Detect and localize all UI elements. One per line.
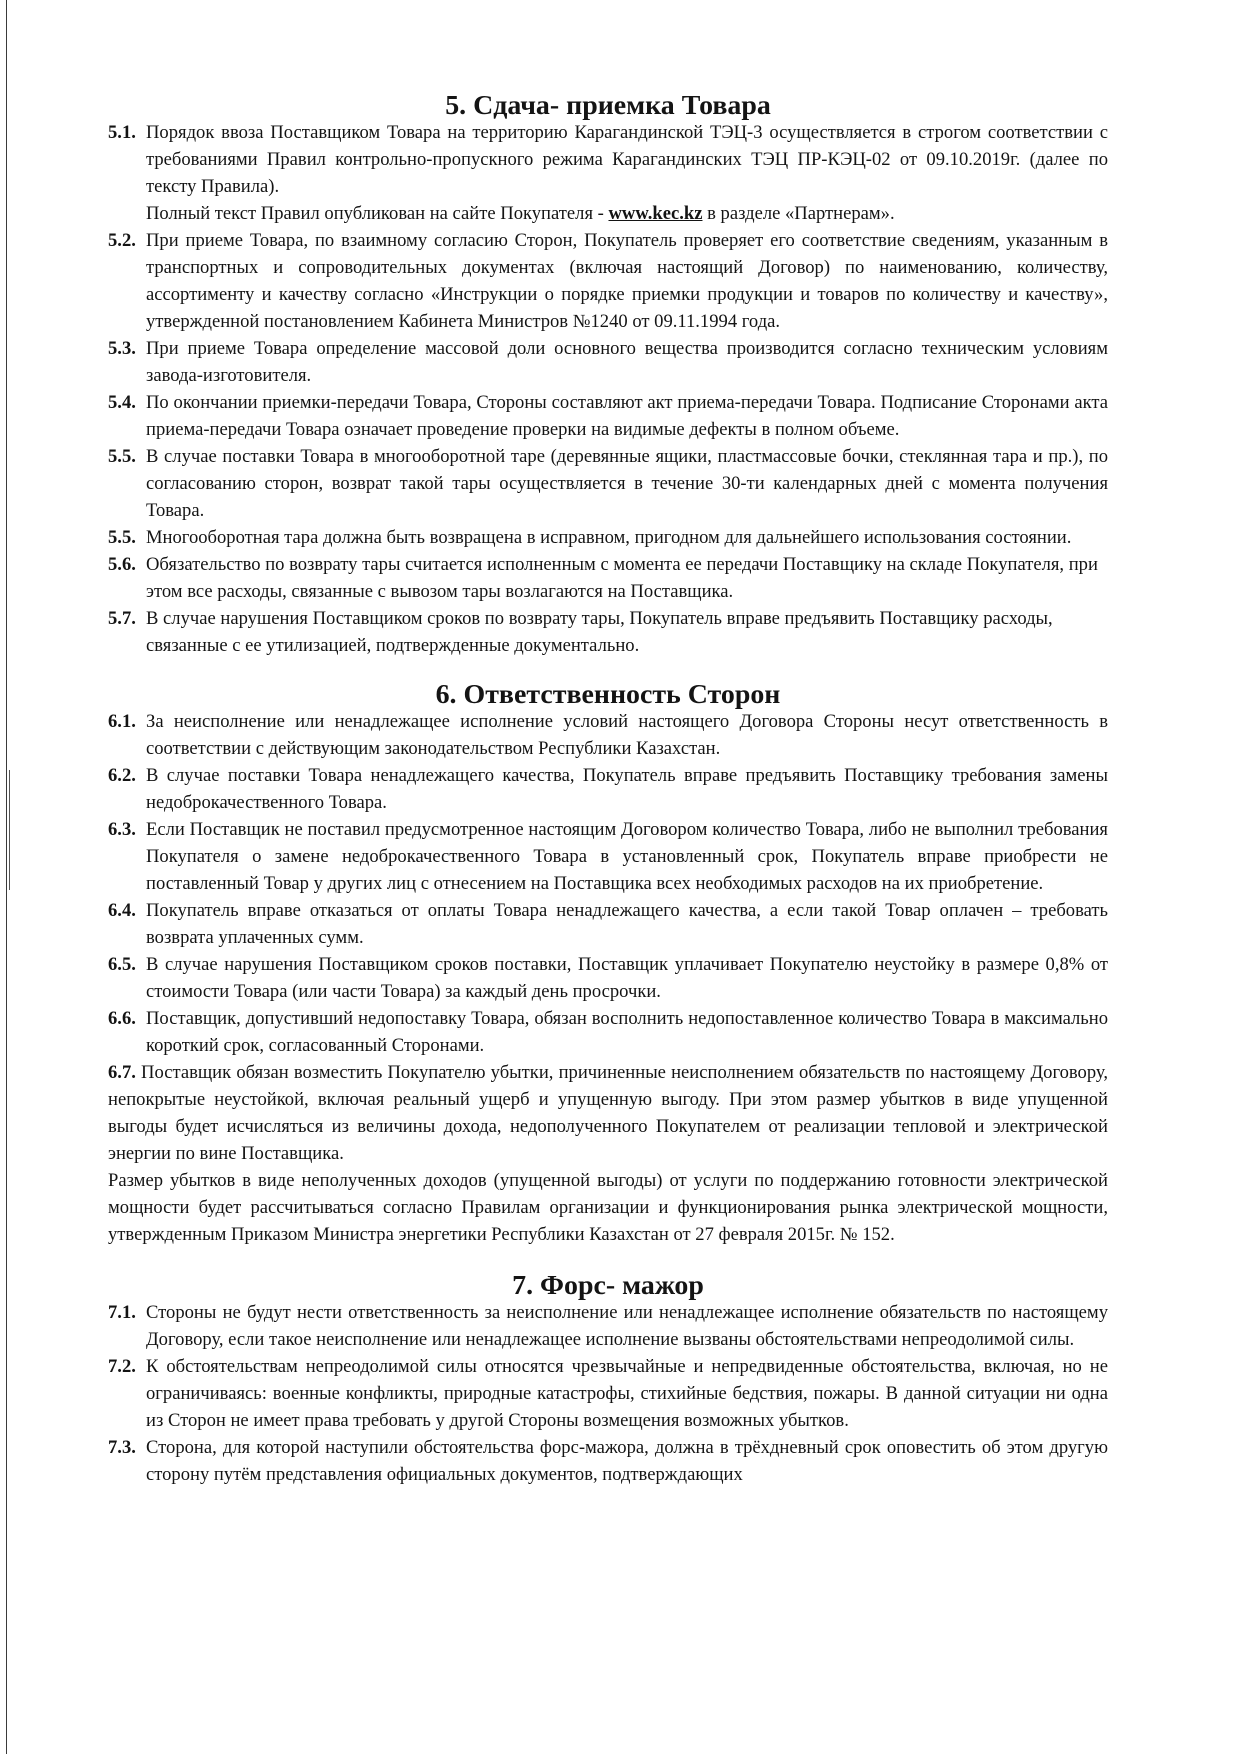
clause-6-3 bbox=[108, 816, 1108, 897]
clause-number: 5.4. bbox=[108, 392, 136, 413]
scan-edge-line bbox=[6, 0, 7, 1754]
clause-number: 7.2. bbox=[108, 1356, 136, 1377]
clause-text: Сторона, для которой наступили обстоятельства форс-мажора, должна в трёхдневный срок оповестить об этом другую сторону путём представления официальных документов, подтверждающих bbox=[146, 1437, 1108, 1485]
clause-text: В случае поставки Товара в многооборотной таре (деревянные ящики, пластмассовые бочки, стеклянная тара и пр.), по согласованию сторон, возврат такой тары осуществляется в течение 30-ти календарных дней с момента получения Товара. bbox=[146, 446, 1108, 521]
clause-text: При приеме Товара определение массовой доли основного вещества производится согласно техническим условиям завода-изготовителя. bbox=[146, 338, 1108, 386]
clause-7-2 bbox=[108, 1353, 1108, 1434]
clause-6-1 bbox=[108, 708, 1108, 762]
website-text-after: в разделе «Партнерам». bbox=[702, 203, 895, 224]
clause-number: 6.4. bbox=[108, 900, 136, 921]
clause-number: 7.1. bbox=[108, 1302, 136, 1323]
clause-5-5 bbox=[108, 443, 1108, 524]
clause-5-1 bbox=[108, 119, 1108, 227]
clause-text: Многооборотная тара должна быть возвращена в исправном, пригодном для дальнейшего использования состоянии. bbox=[146, 527, 1072, 548]
clause-text: Обязательство по возврату тары считается исполненным с момента ее передачи Поставщику на складе Покупателя, при этом все расходы, связанные с вывозом тары возлагаются на Поставщика. bbox=[146, 554, 1098, 602]
clause-number: 5.5. bbox=[108, 446, 136, 467]
clause-text: За неисполнение или ненадлежащее исполнение условий настоящего Договора Стороны несут ответственность в соответствии с действующим законодательством Республики Казахстан. bbox=[146, 711, 1108, 759]
clause-5-6 bbox=[108, 551, 1108, 605]
website-link[interactable]: www.kec.kz bbox=[608, 203, 703, 224]
clause-number: 7.3. bbox=[108, 1437, 136, 1458]
section-5-heading: 5. Сдача- приемка Товара bbox=[445, 90, 771, 121]
clause-6-5 bbox=[108, 951, 1108, 1005]
clause-number: 5.5. bbox=[108, 527, 136, 548]
clause-text: Стороны не будут нести ответственность за неисполнение или ненадлежащее исполнение обязательств по настоящему Договору, если такое неисполнение или ненадлежащее исполнение вызваны обстоятельствами непреодолимой силы. bbox=[146, 1302, 1108, 1350]
clause-5-5-tare bbox=[108, 524, 1108, 551]
clause-number: 5.7. bbox=[108, 608, 136, 629]
clause-6-4 bbox=[108, 897, 1108, 951]
clause-text: В случае нарушения Поставщиком сроков поставки, Поставщик уплачивает Покупателю неустойку в размере 0,8% от стоимости Товара (или части Товара) за каждый день просрочки. bbox=[146, 954, 1108, 1002]
clause-number: 6.1. bbox=[108, 711, 136, 732]
clause-5-4 bbox=[108, 389, 1108, 443]
clause-body bbox=[146, 119, 1108, 227]
clause-number: 5.6. bbox=[108, 554, 136, 575]
clause-number: 6.3. bbox=[108, 819, 136, 840]
clause-6-7 bbox=[108, 1059, 1108, 1167]
clause-6-7-continued: Размер убытков в виде неполученных доходов (упущенной выгоды) от услуги по поддержанию готовности электрической мощности будет рассчитываться согласно Правилам организации и функционирования рынка электрической мощности, утвержденным Приказом Министра энергетики Республики Казахстан от 27 февраля 2015г. № 152. bbox=[108, 1170, 1108, 1245]
clause-number: 5.3. bbox=[108, 338, 136, 359]
document-page bbox=[108, 92, 1108, 1488]
clause-text: Если Поставщик не поставил предусмотренное настоящим Договором количество Товара, либо не выполнил требования Покупателя о замене недоброкачественного Товара в установленный срок, Покупатель вправе приобрести не поставленный Товар у других лиц с отнесением на Поставщика всех необходимых расходов на их приобретение. bbox=[146, 819, 1108, 894]
clause-number: 5.2. bbox=[108, 230, 136, 251]
clause-6-6 bbox=[108, 1005, 1108, 1059]
clause-number: 6.2. bbox=[108, 765, 136, 786]
clause-7-1 bbox=[108, 1299, 1108, 1353]
clause-5-7 bbox=[108, 605, 1108, 659]
clause-text: Поставщик обязан возместить Покупателю убытки, причиненные неисполнением обязательств по настоящему Договору, непокрытые неустойкой, включая реальный ущерб и упущенную выгоду. При этом размер убытков в виде упущенной выгоды будет исчисляться из величины дохода, недополученного Покупателем от реализации тепловой и электрической энергии по вине Поставщика. bbox=[108, 1062, 1108, 1164]
clause-text: К обстоятельствам непреодолимой силы относятся чрезвычайные и непредвиденные обстоятельства, включая, но не ограничиваясь: военные конфликты, природные катастрофы, стихийные бедствия, пожары. В данной ситуации ни одна из Сторон не имеет права требовать у другой Стороны возмещения возможных убытков. bbox=[146, 1356, 1108, 1431]
clause-5-2 bbox=[108, 227, 1108, 335]
clause-6-2 bbox=[108, 762, 1108, 816]
clause-number: 6.6. bbox=[108, 1008, 136, 1029]
clause-number: 5.1. bbox=[108, 122, 136, 143]
clause-text: Поставщик, допустивший недопоставку Товара, обязан восполнить недопоставленное количество Товара в максимально короткий срок, согласованный Сторонами. bbox=[146, 1008, 1108, 1056]
scan-edge-mark bbox=[9, 770, 10, 890]
clause-text: В случае нарушения Поставщиком сроков по возврату тары, Покупатель вправе предъявить Поставщику расходы, связанные с ее утилизацией, подтвержденные документально. bbox=[146, 608, 1053, 656]
section-6-heading: 6. Ответственность Сторон bbox=[435, 679, 781, 710]
clause-text: Покупатель вправе отказаться от оплаты Товара ненадлежащего качества, а если такой Товар оплачен – требовать возврата уплаченных сумм. bbox=[146, 900, 1108, 948]
section-7-heading: 7. Форс- мажор bbox=[512, 1270, 704, 1301]
clause-text: Порядок ввоза Поставщиком Товара на территорию Карагандинской ТЭЦ-3 осуществляется в строгом соответствии с требованиями Правил контрольно-пропускного режима Карагандинских ТЭЦ ПР-КЭЦ-02 от 09.10.2019г. (далее по тексту Правила). bbox=[146, 122, 1108, 197]
clause-number: 6.7. bbox=[108, 1062, 136, 1083]
clause-5-3 bbox=[108, 335, 1108, 389]
clause-text-website bbox=[146, 200, 1108, 227]
clause-text: При приеме Товара, по взаимному согласию Сторон, Покупатель проверяет его соответствие сведениям, указанным в транспортных и сопроводительных документах (включая настоящий Договор) по наименованию, количеству, ассортименту и качеству согласно «Инструкции о порядке приемки продукции и товаров по количеству и качеству», утвержденной постановлением Кабинета Министров №1240 от 09.11.1994 года. bbox=[146, 230, 1108, 332]
clause-number: 6.5. bbox=[108, 954, 136, 975]
clause-text: В случае поставки Товара ненадлежащего качества, Покупатель вправе предъявить Поставщику требования замены недоброкачественного Товара. bbox=[146, 765, 1108, 813]
website-text-before: Полный текст Правил опубликован на сайте Покупателя - bbox=[146, 203, 609, 224]
clause-text: По окончании приемки-передачи Товара, Стороны составляют акт приема-передачи Товара. Подписание Сторонами акта приема-передачи Товара означает проведение проверки на видимые дефекты в полном объеме. bbox=[146, 392, 1108, 440]
clause-7-3 bbox=[108, 1434, 1108, 1488]
